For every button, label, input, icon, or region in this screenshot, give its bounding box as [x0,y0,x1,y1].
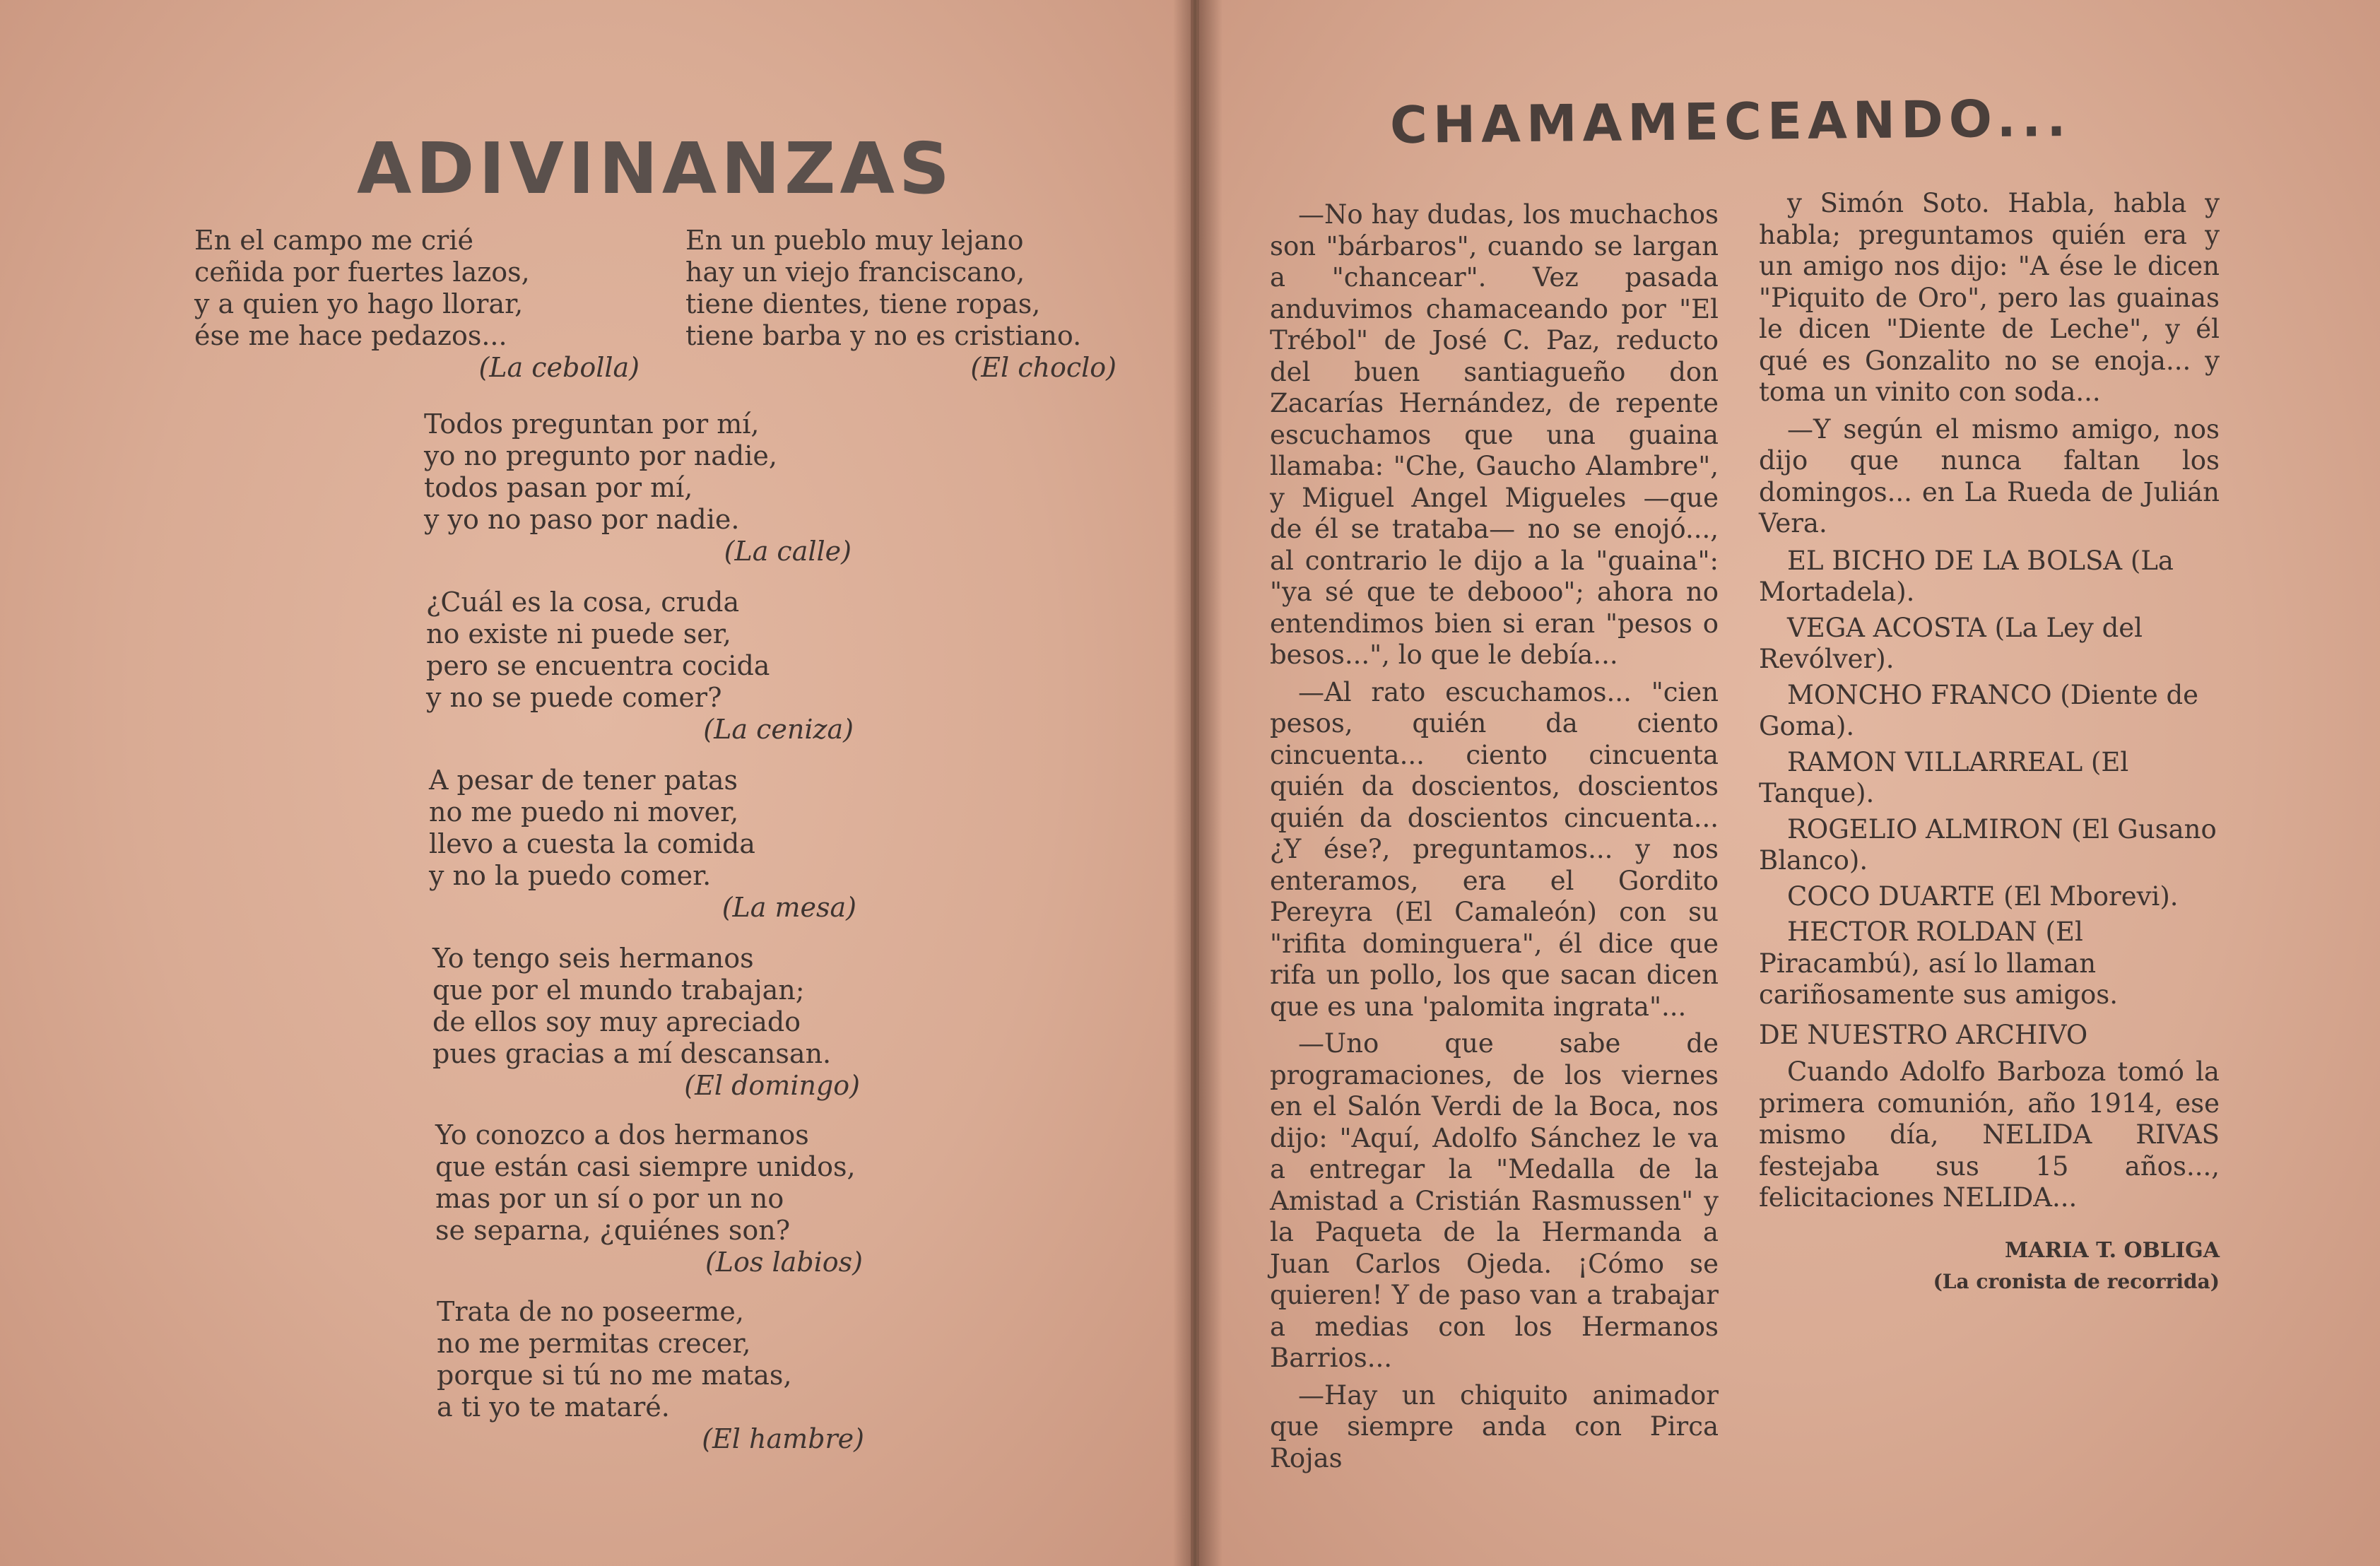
nickname-item: EL BICHO DE LA BOLSA (La Mortadela). [1759,545,2174,607]
article-paragraph: —Y según el mismo amigo, nos dijo que nunca faltan los domingos... en La Rueda de Julián Vera. [1759,413,2220,538]
riddle-line: no me permitas crecer, [437,1328,751,1359]
riddle-line: A pesar de tener patas [429,765,738,796]
riddle-line: tiene barba y no es cristiano. [685,320,1082,351]
riddle-line: que están casi siempre unidos, [435,1151,856,1182]
riddle-line: llevo a cuesta la comida [429,828,755,859]
riddle-line: de ellos soy muy apreciado [432,1006,801,1037]
riddle-line: porque si tú no me matas, [437,1360,792,1391]
article-paragraph: —Hay un chiquito animador que siempre anda con Pirca Rojas [1270,1379,1719,1473]
signature [1759,1235,2220,1297]
riddle-line: hay un viejo franciscano, [685,257,1025,288]
riddle [424,408,852,567]
riddle-answer: (El domingo) [684,1070,860,1101]
section-heading-archivo: DE NUESTRO ARCHIVO [1759,1019,2088,1050]
riddle-line: y no se puede comer? [426,682,722,713]
riddle [685,225,1117,384]
signature-role: (La cronista de recorrida) [1933,1269,2220,1293]
riddle-line: mas por un sí o por un no [435,1183,784,1214]
signature-name: MARIA T. OBLIGA [2004,1237,2220,1263]
article-paragraph: —Al rato escuchamos... "cien pesos, quién da ciento cincuenta... ciento cincuenta quién da doscientos, doscientos quién da doscientos cincuenta... ¿Y ése?, preguntamos... y nos enteramos, era el Gordito Pereyra (El Camaleón) con su "rifita dominguera", él dice que rifa un pollo, los que sacan dicen que es una 'palomita ingrata"... [1270,676,1719,1022]
riddle-line: se separna, ¿quiénes son? [435,1215,791,1246]
article-column-1 [1270,199,1719,1480]
riddle-line: Yo conozco a dos hermanos [435,1119,809,1150]
riddle-line: pero se encuentra cocida [426,650,770,681]
riddle-line: no existe ni puede ser, [426,618,731,649]
riddle-answer: (La mesa) [721,892,856,923]
riddle-answer: (Los labios) [705,1247,863,1278]
riddle [194,225,640,384]
right-page [1196,0,2380,1566]
riddle [426,587,854,746]
nickname-item: HECTOR ROLDAN (El Piracambú), así lo llaman cariñosamente sus amigos. [1759,917,2119,1010]
riddle-line: no me puedo ni mover, [429,796,739,828]
riddle-line: y yo no paso por nadie. [424,504,740,535]
article-column-2 [1759,188,2220,1297]
riddle-line: En un pueblo muy lejano [685,225,1024,256]
riddle-line: ceñida por fuertes lazos, [194,257,530,288]
riddle-line: y no la puedo comer. [429,860,712,891]
riddle-line: a ti yo te mataré. [437,1391,670,1423]
article-paragraph: y Simón Soto. Habla, habla y habla; preguntamos quién era y un amigo nos dijo: "A ése le dicen "Piquito de Oro", pero las guainas le dicen "Diente de Leche", y él qué es Gonzalito no se enoja... y toma un vinito con soda... [1759,188,2220,407]
book-gutter [1173,0,1223,1566]
article-paragraph: —No hay dudas, los muchachos son "bárbaros", cuando se largan a "chancear". Vez pasada anduvimos chamaceando por "El Trébol" de José C. Paz, reducto del buen santiagueño don Zacarías Hernández, de repente escuchamos que una guaina llamaba: "Che, Gaucho Alambre", y Miguel Angel Migueles —que de él se trataba— no se enojó..., al contrario le dijo a la "guaina": "ya sé que te debooo"; ahora no entendimos bien si eran "pesos o besos...", lo que le debía... [1270,199,1719,670]
riddle-line: todos pasan por mí, [424,472,693,503]
article-paragraph: —Uno que sabe de programaciones, de los viernes en el Salón Verdi de la Boca, nos dijo: "Aquí, Adolfo Sánchez le va a entregar la "Medalla de la Amistad a Cristián Rasmussen" y la Paqueta de la Hermanda a Juan Carlos Ojeda. ¡Cómo se quieren! Y de paso van a trabajar a medias con los Hermanos Barrios... [1270,1028,1719,1373]
riddle-line: En el campo me crié [194,225,473,256]
page-title-adivinanzas: ADIVINANZAS [357,127,954,210]
riddle [437,1296,864,1455]
riddle-line: ése me hace pedazos... [194,320,507,351]
riddle-line: yo no pregunto por nadie, [424,440,777,471]
riddle-line: Trata de no poseerme, [437,1296,744,1327]
nickname-list [1759,546,2220,1011]
riddle-line: tiene dientes, tiene ropas, [685,288,1041,319]
riddle [432,943,860,1102]
riddle-answer: (El hambre) [702,1423,864,1454]
riddle-answer: (El choclo) [970,352,1117,383]
page-title-chamameceando: CHAMAMECEANDO... [1389,88,2072,155]
nickname-item: RAMON VILLARREAL (El Tanque). [1759,746,2129,808]
riddle-line: Yo tengo seis hermanos [432,943,754,974]
riddle-answer: (La calle) [724,536,852,567]
riddle-line: ¿Cuál es la cosa, cruda [426,587,740,618]
archive-paragraph: Cuando Adolfo Barboza tomó la primera comunión, año 1914, ese mismo día, NELIDA RIVAS festejaba sus 15 años..., felicitaciones NELIDA... [1759,1056,2220,1213]
nickname-item: COCO DUARTE (El Mborevi). [1787,881,2179,912]
riddle-answer: (La ceniza) [703,714,854,745]
riddle-answer: (La cebolla) [478,352,640,383]
riddle [429,765,856,924]
nickname-item: VEGA ACOSTA (La Ley del Revólver). [1759,612,2143,674]
riddle [435,1119,863,1278]
riddle-line: pues gracias a mí descansan. [432,1038,832,1069]
riddle-line: y a quien yo hago llorar, [194,288,524,319]
nickname-item: ROGELIO ALMIRON (El Gusano Blanco). [1759,813,2217,876]
riddle-line: Todos preguntan por mí, [424,408,760,440]
nickname-item: MONCHO FRANCO (Diente de Goma). [1759,679,2199,741]
riddle-line: que por el mundo trabajan; [432,975,805,1006]
